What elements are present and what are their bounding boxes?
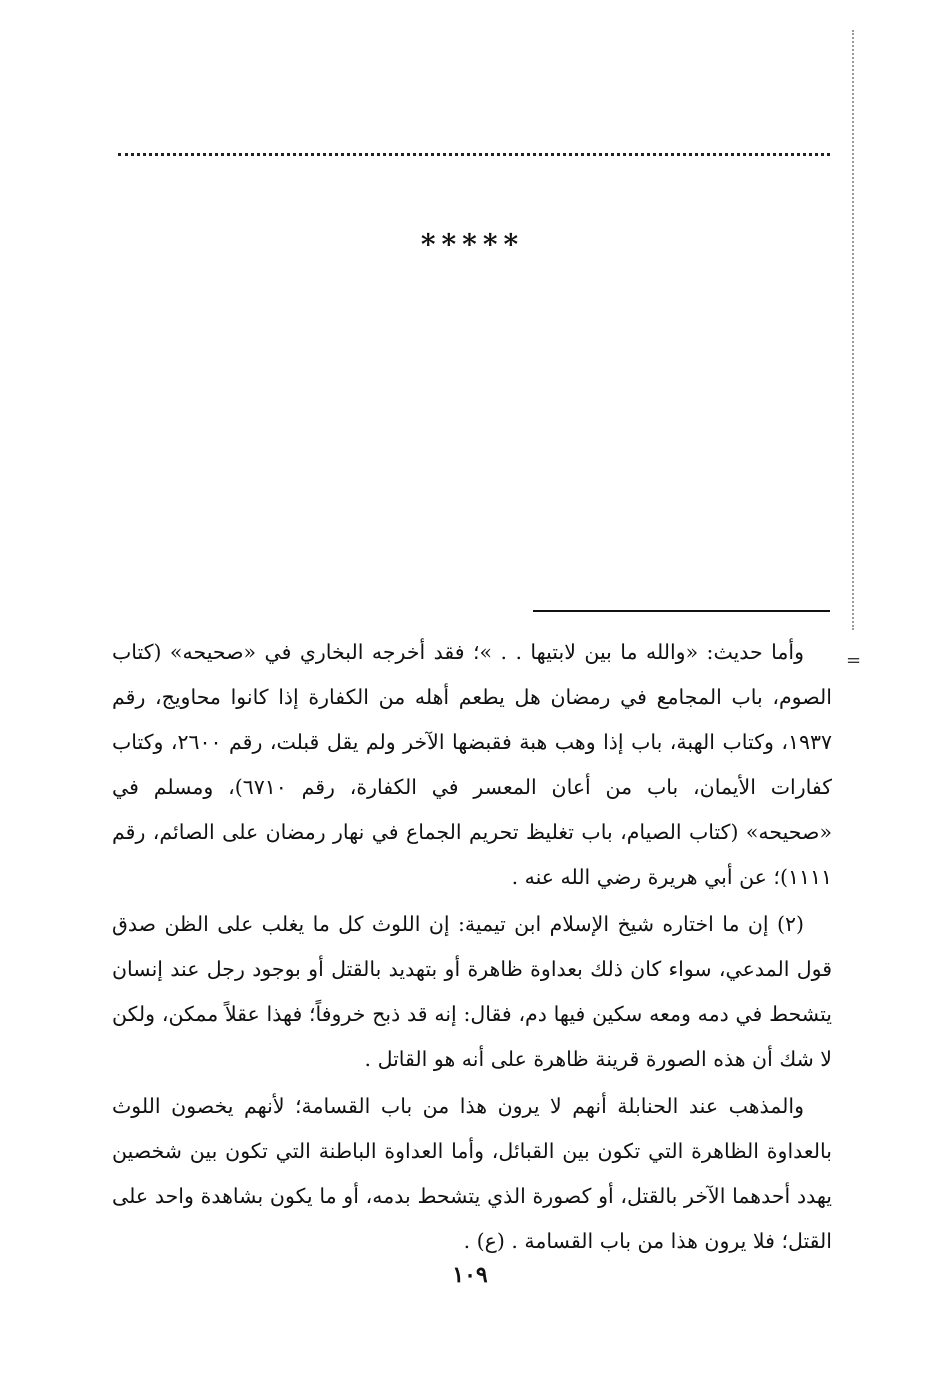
footnote-paragraph-2: (٢) إن ما اختاره شيخ الإسلام ابن تيمية: إن اللوث كل ما يغلب على الظن صدق قول المدعي، سواء كان ذلك بعداوة ظاهرة أو بتهديد بالقتل أو بوجود رجل عند إنسان يتشحط في دمه ومعه سكين فيها دم، فقال: إنه قد ذبح خروفاً؛ فهذا عقلاً ممكن، ولكن لا شك أن هذه الصورة قرينة ظاهرة على أنه هو القاتل . [112, 912, 832, 1071]
top-dotted-divider [118, 153, 830, 156]
page-number: ١٠٩ [452, 1262, 488, 1288]
margin-mark: = [846, 650, 862, 671]
footnote-paragraph-hanabila: والمذهب عند الحنابلة أنهم لا يرون هذا من باب القسامة؛ لأنهم يخصون اللوث بالعداوة الظاهرة التي تكون بين القبائل، وأما العداوة الباطنة التي تكون بين شخصين يهدد أحدهما الآخر بالقتل، أو كصورة الذي يتشحط بدمه، أو ما يكون بشاهدة واحد على القتل؛ فلا يرون هذا من باب القسامة . (ع) . [112, 1094, 832, 1253]
footnotes-block [112, 630, 832, 1266]
footnote-separator [533, 610, 830, 612]
asterisk-ornament: ***** [420, 228, 525, 261]
footnote-paragraph-hadith: وأما حديث: «والله ما بين لابتيها . . »؛ فقد أخرجه البخاري في «صحيحه» (كتاب الصوم، باب المجامع في رمضان هل يطعم أهله من الكفارة إذا كانوا محاويج، رقم ١٩٣٧، وكتاب الهبة، باب إذا وهب هبة فقبضها الآخر ولم يقل قبلت، رقم ٢٦٠٠، وكتاب كفارات الأيمان، باب من أعان المعسر في الكفارة، رقم ٦٧١٠)، ومسلم في «صحيحه» (كتاب الصيام، باب تغليظ تحريم الجماع في نهار رمضان على الصائم، رقم ١١١١)؛ عن أبي هريرة رضي الله عنه . [112, 640, 832, 889]
binding-margin-marks [852, 30, 866, 630]
